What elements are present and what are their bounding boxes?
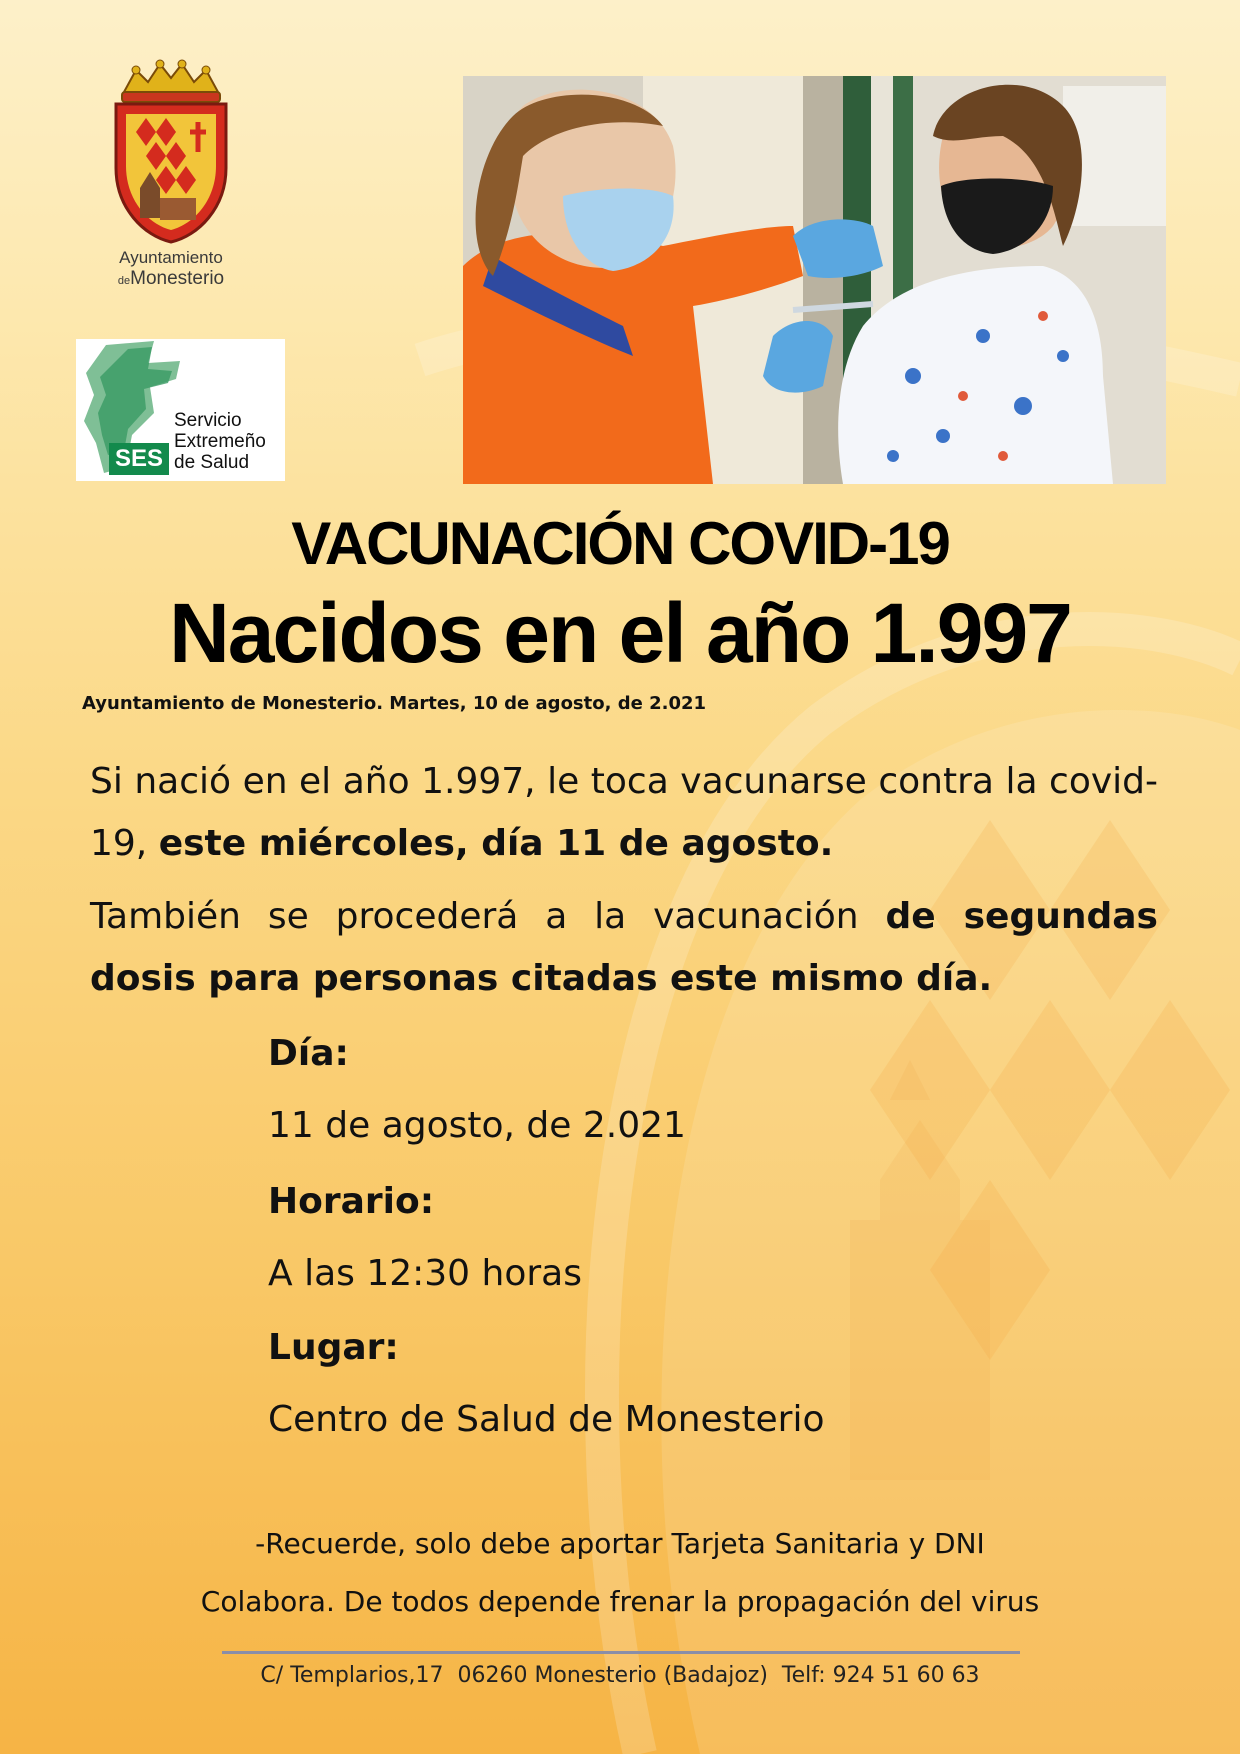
vaccination-photo	[463, 76, 1166, 484]
crest-label-de: de	[117, 275, 131, 287]
ses-logo	[76, 339, 285, 481]
footer-divider	[222, 1651, 1020, 1654]
place-label: Lugar:	[268, 1327, 399, 1368]
municipal-crest	[96, 58, 246, 298]
crest-shield-icon	[106, 58, 236, 248]
day-value: 11 de agosto, de 2.021	[268, 1105, 686, 1146]
paragraph1-normal: Si nació en el año 1.997, le toca vacunarse contra la covid-19,	[90, 761, 1158, 864]
crest-label-ayuntamiento: Ayuntamiento	[119, 248, 223, 267]
paragraph1-bold: este miércoles, día 11 de agosto.	[158, 823, 834, 864]
poster-subtitle: Nacidos en el año 1.997	[169, 586, 1071, 680]
schedule-label: Horario:	[268, 1181, 435, 1222]
paragraph-second-doses	[90, 886, 1158, 1010]
paragraph2-bold: de segundas dosis para personas citadas este mismo día.	[90, 896, 1158, 999]
ses-text-extremeno: Extremeño	[174, 431, 266, 452]
ses-badge: SES	[109, 443, 169, 475]
crest-label-monesterio	[96, 268, 246, 292]
day-label: Día:	[268, 1033, 349, 1074]
ses-text-de-salud: de Salud	[174, 452, 250, 473]
nurse-vaccinating-woman-image	[463, 76, 1166, 484]
ses-text-servicio: Servicio	[174, 410, 242, 431]
paragraph-birth-year	[90, 751, 1158, 875]
crest-label-town: Monesterio	[130, 268, 225, 289]
paragraph2-normal: También se procederá a la vacunación	[90, 896, 886, 937]
collaborate-text: Colabora. De todos depende frenar la propagación del virus	[200, 1585, 1040, 1618]
poster-title: VACUNACIÓN COVID-19	[291, 510, 949, 577]
footer-address: C/ Templarios,17 06260 Monesterio (Badajoz) Telf: 924 51 60 63	[260, 1663, 980, 1688]
reminder-text: -Recuerde, solo debe aportar Tarjeta Sanitaria y DNI	[255, 1527, 985, 1560]
schedule-value: A las 12:30 horas	[268, 1253, 582, 1294]
dateline: Ayuntamiento de Monesterio. Martes, 10 de agosto, de 2.021	[82, 693, 707, 714]
place-value: Centro de Salud de Monesterio	[268, 1399, 825, 1440]
